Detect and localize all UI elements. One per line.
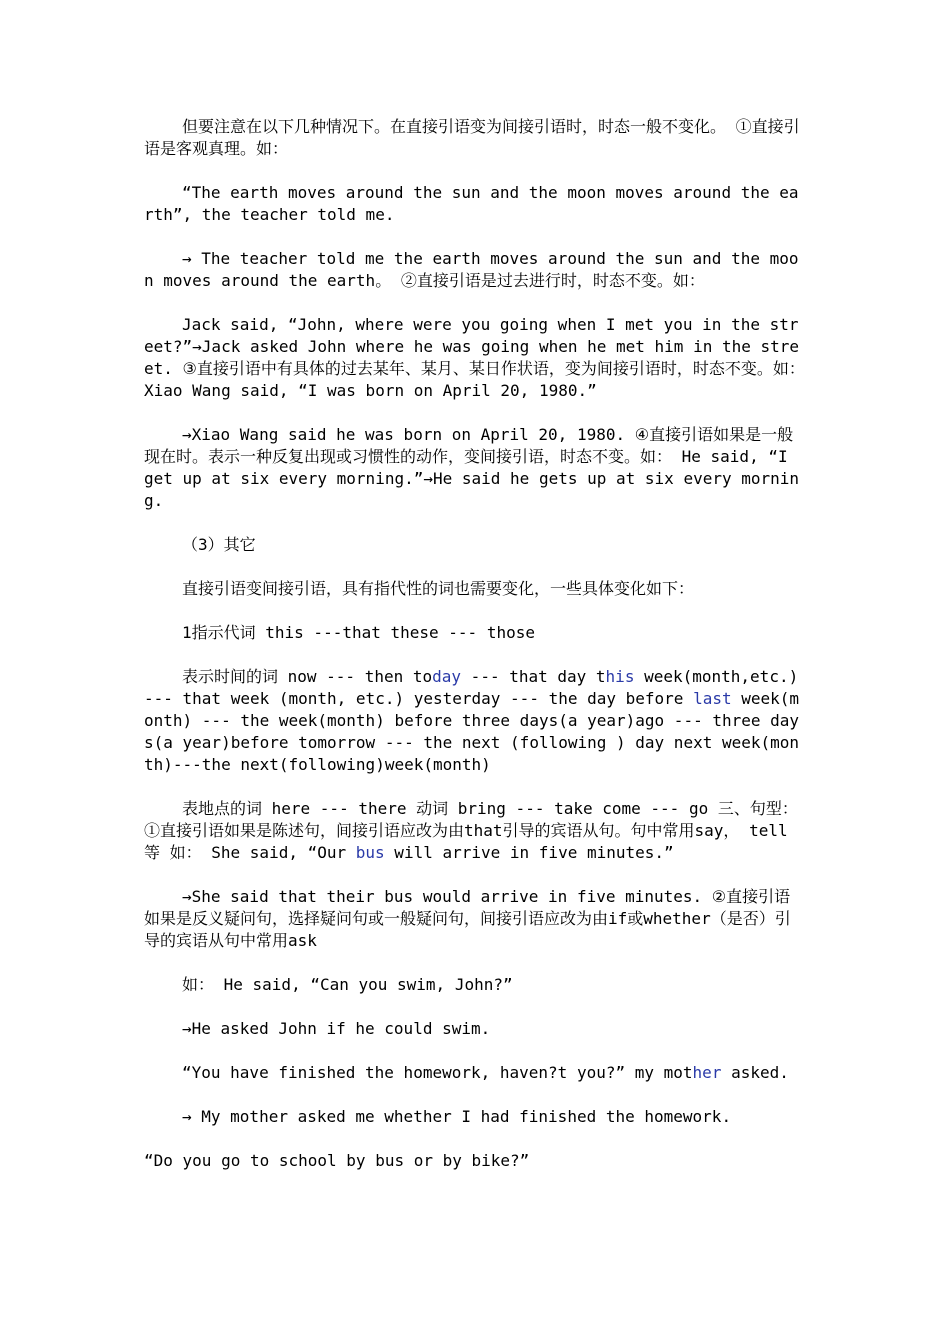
- paragraph-text: 表地点的词 here --- there 动词 bring --- take come --- go 三、句型： ①直接引语如果是陈述句，间接引语应改为由that引导的宾语从句。句中常用say， tell 等 如： She said, “Our: [144, 799, 798, 862]
- paragraph-text: will arrive in five minutes.”: [384, 843, 674, 862]
- paragraph-text: “Do you go to school by bus or by bike?”: [144, 1151, 530, 1170]
- paragraph: [144, 1062, 806, 1084]
- paragraph-text: 1指示代词 this ---that these --- those: [182, 623, 535, 642]
- paragraph: [144, 974, 806, 996]
- highlighted-text: his: [605, 667, 635, 686]
- paragraph-text: week(month,etc.) --- that week (month, etc.) yesterday --- the day before: [144, 667, 799, 708]
- document-body: [144, 116, 806, 1172]
- paragraph: [144, 798, 806, 864]
- paragraph-text: → The teacher told me the earth moves around the sun and the moon moves around the earth。 ②直接引语是过去进行时，时态不变。如：: [144, 249, 799, 290]
- paragraph: [144, 116, 806, 160]
- highlighted-text: last: [693, 689, 732, 708]
- paragraph: [144, 182, 806, 226]
- paragraph-text: → My mother asked me whether I had finished the homework.: [182, 1107, 732, 1126]
- paragraph: [144, 1106, 806, 1128]
- paragraph: [144, 1018, 806, 1040]
- heading-text: （3）其它: [182, 535, 256, 554]
- paragraph-text: Jack said, “John, where were you going when I met you in the street?”→Jack asked John where he was going when he met him in the street. ③直接引语中有具体的过去某年、某月、某日作状语，变为间接引语时，时态不变。如： Xiao Wang said, “I was born on April 20, 1980.”: [144, 315, 805, 400]
- paragraph: [144, 1150, 806, 1172]
- paragraph-text: →Xiao Wang said he was born on April 20, 1980. ④直接引语如果是一般现在时。表示一种反复出现或习惯性的动作，变间接引语，时态不变。如： He said, “I get up at six every morning.”→He said he gets up at six every morning.: [144, 425, 800, 510]
- paragraph-text: “The earth moves around the sun and the moon moves around the earth”, the teacher told me.: [144, 183, 799, 224]
- paragraph: [144, 578, 806, 600]
- paragraph-text: →He asked John if he could swim.: [182, 1019, 491, 1038]
- paragraph-text: 但要注意在以下几种情况下。在直接引语变为间接引语时，时态一般不变化。 ①直接引语是客观真理。如：: [144, 117, 800, 158]
- paragraph-text: 直接引语变间接引语，具有指代性的词也需要变化，一些具体变化如下：: [182, 579, 695, 598]
- highlighted-text: bus: [355, 843, 385, 862]
- paragraph-text: asked.: [721, 1063, 789, 1082]
- highlighted-text: day: [432, 667, 462, 686]
- paragraph: [144, 666, 806, 776]
- paragraph-text: --- that day t: [461, 667, 606, 686]
- paragraph-text: “You have finished the homework, haven?t you?” my mot: [182, 1063, 693, 1082]
- highlighted-text: her: [692, 1063, 722, 1082]
- paragraph: [144, 886, 806, 952]
- paragraph: [144, 622, 806, 644]
- paragraph-text: week(month) --- the week(month) before three days(a year)ago --- three days(a year)before tomorrow --- the next (following ) day next week(month)---the next(following)week(month): [144, 689, 800, 774]
- paragraph-text: 表示时间的词 now --- then to: [182, 667, 433, 686]
- paragraph: [144, 314, 806, 402]
- paragraph: [144, 424, 806, 512]
- paragraph-text: →She said that their bus would arrive in five minutes. ②直接引语如果是反义疑问句，选择疑问句或一般疑问句，间接引语应改为由if或whether（是否）引导的宾语从句中常用ask: [144, 887, 791, 950]
- paragraph: [144, 248, 806, 292]
- paragraph-text: 如： He said, “Can you swim, John?”: [182, 975, 513, 994]
- section-heading: [144, 534, 806, 556]
